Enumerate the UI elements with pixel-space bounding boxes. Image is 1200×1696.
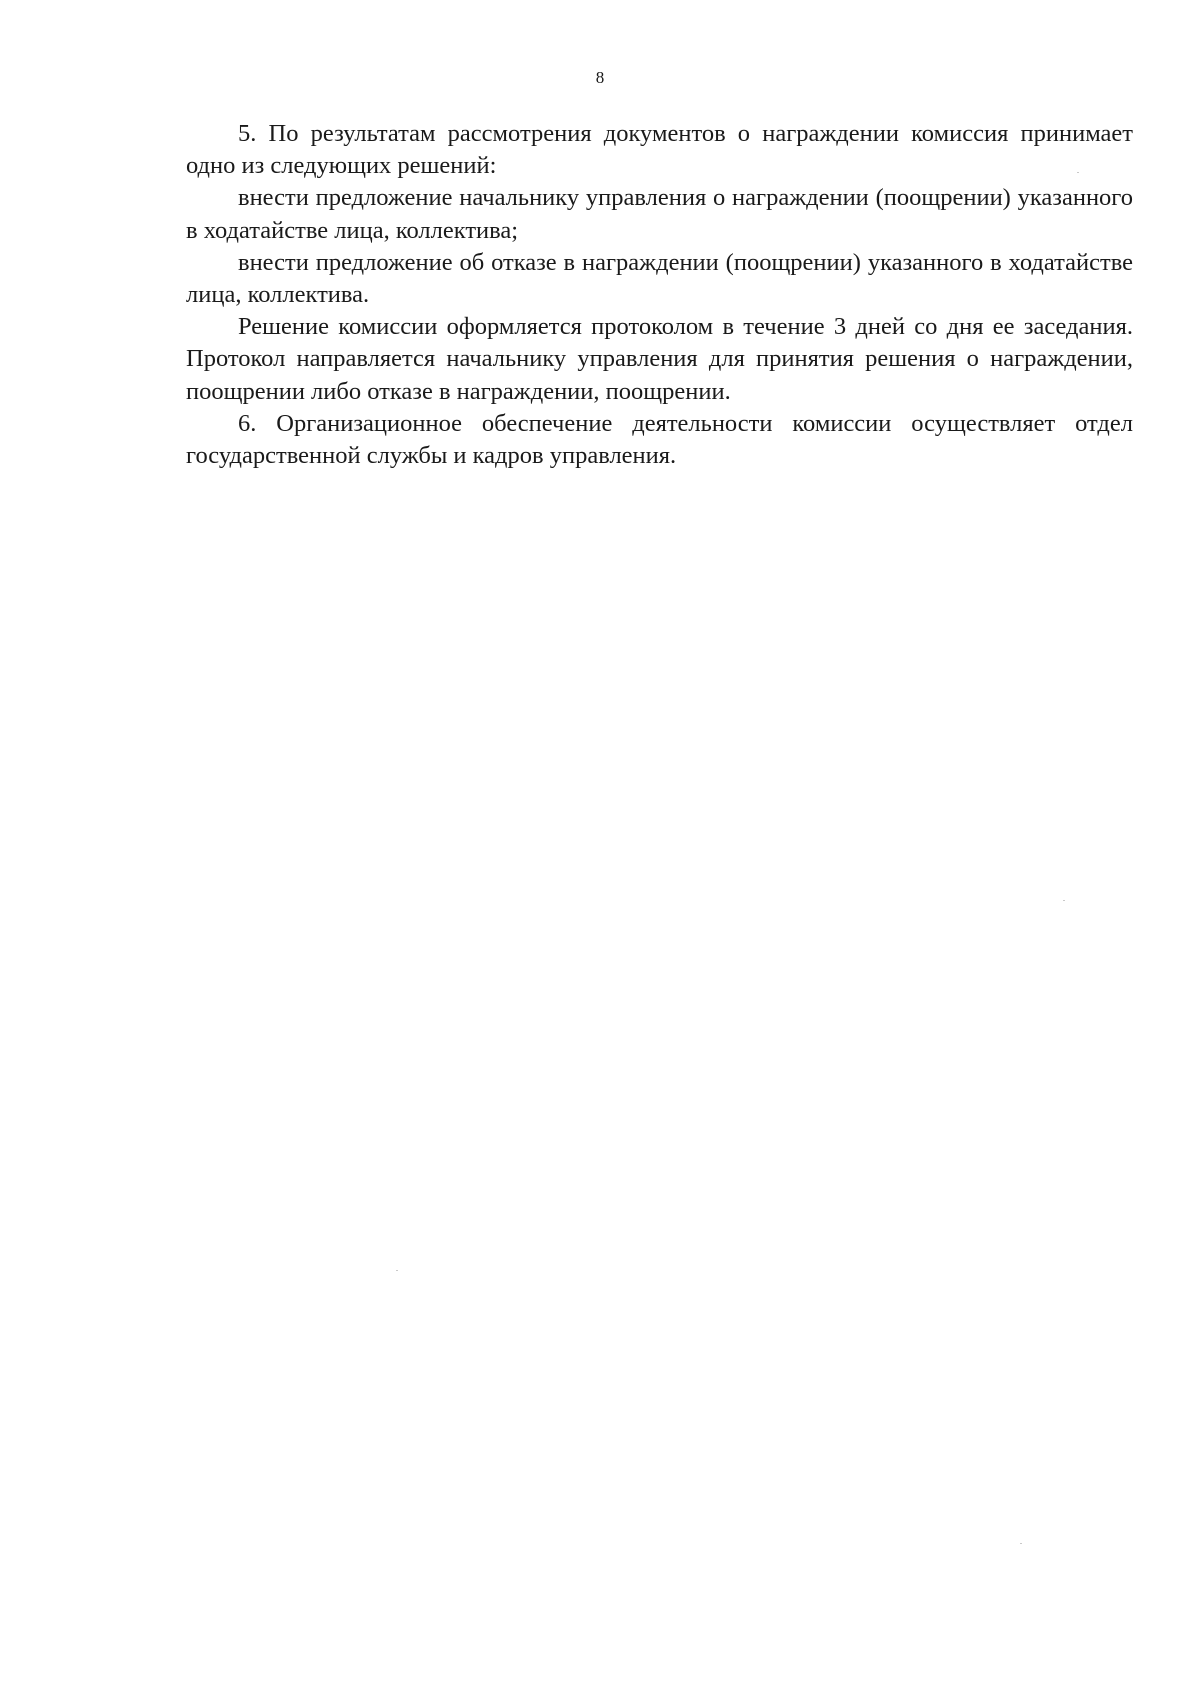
paragraph-decision-protocol: Решение комиссии оформляется протоколом в течение 3 дней со дня ее заседания. Протокол направляется начальнику управления для принятия решения о награждении, поощрении либо отказе в награждении, поощрении. bbox=[186, 313, 1133, 405]
document-body bbox=[186, 118, 1133, 472]
page-number: 8 bbox=[595, 68, 605, 87]
scan-speck bbox=[1077, 172, 1079, 173]
scan-speck bbox=[396, 1270, 398, 1271]
paragraph-option-award: внести предложение начальнику управления о награждении (поощрении) указанного в ходатайстве лица, коллектива; bbox=[186, 184, 1133, 244]
scan-speck bbox=[1063, 900, 1065, 901]
paragraph-option-refuse: внести предложение об отказе в награждении (поощрении) указанного в ходатайстве лица, коллектива. bbox=[186, 248, 1133, 309]
paragraph-item-6: 6. Организационное обеспечение деятельности комиссии осуществляет отдел государственной службы и кадров управления. bbox=[186, 409, 1133, 470]
paragraph-item-5: 5. По результатам рассмотрения документов о награждении комиссия принимает одно из следующих решений: bbox=[186, 120, 1133, 180]
scan-speck bbox=[1020, 1543, 1022, 1544]
